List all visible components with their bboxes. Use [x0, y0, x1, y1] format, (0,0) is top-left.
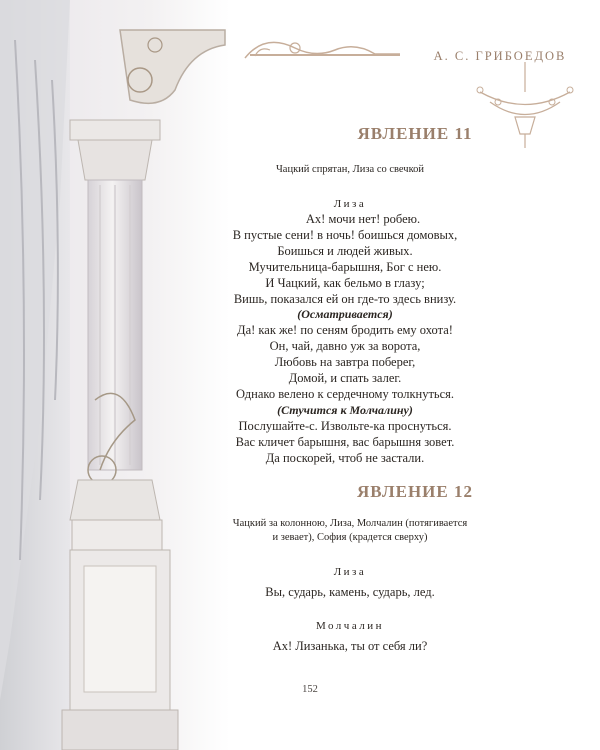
verse-line: Однако велено к сердечному толкнуться.: [235, 386, 455, 401]
verse-line: Боишься и людей живых.: [277, 243, 413, 258]
scene-12-stage-direction-2: и зевает), София (крадется сверху): [272, 532, 428, 543]
verse-line: Вас кличет барышня, вас барышня зовет.: [235, 434, 455, 449]
verse-line: Вишь, показался ей он где-то здесь внизу.: [233, 291, 457, 306]
scene-11-speaker: Лиза: [333, 198, 367, 210]
verse-line: Мучительница-барышня, Бог с нею.: [248, 259, 442, 274]
verse-line: Ах! мочи нет! робею.: [305, 212, 421, 226]
scene-12-speaker-liza: Лиза: [333, 566, 367, 578]
verse-line: Он, чай, давно уж за ворота,: [269, 339, 421, 354]
stage-remark: (Стучится к Молчалину): [277, 402, 413, 417]
verse-line: В пустые сени! в ночь! боишься домовых,: [232, 227, 458, 242]
scene-12-stage-direction-1: Чацкий за колонною, Лиза, Молчалин (потягивается: [232, 518, 468, 529]
verse-line: Любовь на завтра поберег,: [274, 355, 416, 370]
scene-12-speaker-molchalin: Молчалин: [315, 620, 385, 632]
page-number: 152: [302, 684, 318, 695]
scene-11-verse: [175, 212, 515, 467]
flourish-ornament: [235, 28, 405, 68]
verse-line: Да поскорей, чтоб не застали.: [265, 450, 425, 465]
scene-12-line-molchalin: Ах! Лизанька, ты от себя ли?: [272, 639, 428, 653]
scene-11-title: ЯВЛЕНИЕ 11: [357, 124, 473, 143]
scene-11-stage-direction: Чацкий спрятан, Лиза со свечкой: [275, 164, 425, 175]
verse-line: Послушайте-с. Извольте-ка проснуться.: [238, 418, 452, 433]
verse-line: И Чацкий, как бельмо в глазу;: [265, 275, 425, 290]
stage-remark: (Осматривается): [297, 307, 393, 322]
scene-12-title: ЯВЛЕНИЕ 12: [356, 482, 473, 501]
verse-line: Домой, и спать залег.: [288, 371, 402, 386]
running-head-author: А. С. ГРИБОЕДОВ: [400, 45, 600, 67]
scene-12-line-liza: Вы, сударь, камень, сударь, лед.: [265, 585, 435, 599]
verse-line: Да! как же! по сеням бродить ему охота!: [237, 323, 453, 338]
